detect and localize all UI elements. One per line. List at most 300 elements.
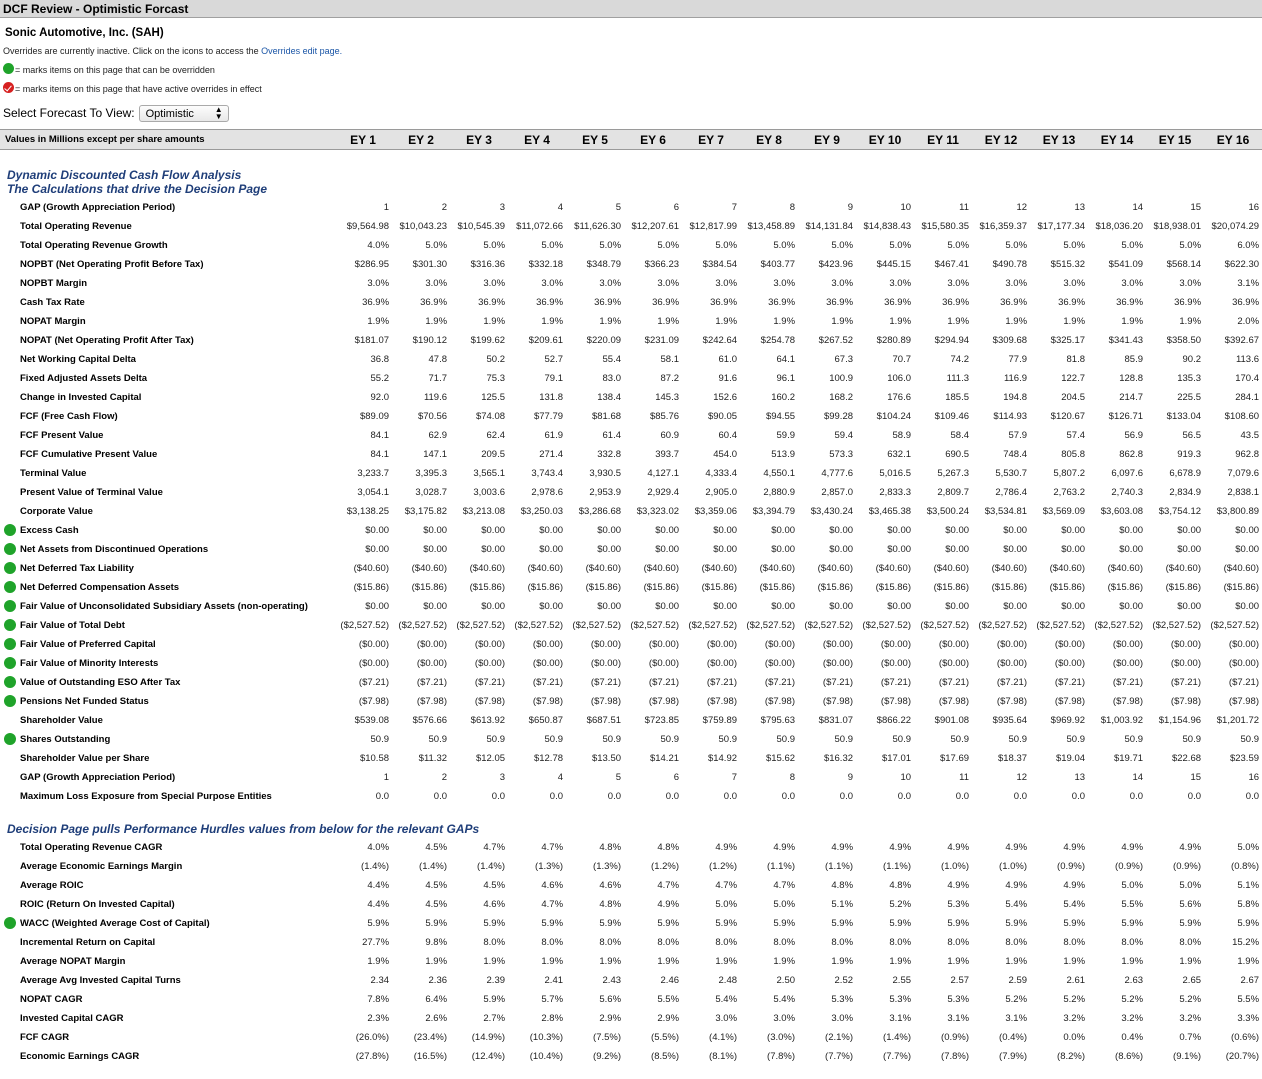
- cell-value: ($0.00): [590, 657, 622, 669]
- cell-value: 1.9%: [367, 315, 390, 327]
- cell-value: 5.9%: [1179, 917, 1202, 929]
- section-title: [0, 820, 1262, 838]
- row-label: Fair Value of Minority Interests: [20, 657, 159, 669]
- cell-value: 57.4: [1066, 429, 1086, 441]
- cell-value: 50.9: [370, 733, 390, 745]
- cell-value: ($2,527.52): [340, 619, 390, 631]
- cell-value: $294.94: [934, 334, 970, 346]
- cell-value: 50.9: [1066, 733, 1086, 745]
- cell-value: $831.07: [818, 714, 854, 726]
- cell-value: 0.0%: [1063, 1031, 1086, 1043]
- cell-value: ($7.21): [880, 676, 912, 688]
- cell-value: ($15.86): [1223, 581, 1260, 593]
- cell-value: 11: [959, 771, 970, 783]
- cell-value: $3,569.09: [1042, 505, 1086, 517]
- cell-value: $366.23: [644, 258, 680, 270]
- cell-value: 0.0: [955, 790, 970, 802]
- cell-value: ($7.98): [1112, 695, 1144, 707]
- cell-value: ($2,527.52): [746, 619, 796, 631]
- cell-value: ($40.60): [643, 562, 680, 574]
- cell-value: $3,534.81: [984, 505, 1028, 517]
- cell-value: 5: [615, 201, 622, 213]
- cell-value: 1.9%: [831, 315, 854, 327]
- override-cell[interactable]: [0, 559, 20, 578]
- override-cell[interactable]: [0, 673, 20, 692]
- cell-value: (12.4%): [471, 1050, 506, 1062]
- cell-value: 3.0%: [483, 277, 506, 289]
- cell-value: 3.1%: [947, 1012, 970, 1024]
- cell-value: 5.0%: [425, 239, 448, 251]
- override-cell[interactable]: [0, 692, 20, 711]
- cell-value: 125.5: [481, 391, 506, 403]
- cell-value: 176.6: [887, 391, 912, 403]
- row-label: Economic Earnings CAGR: [20, 1050, 140, 1062]
- cell-value: 3,233.7: [357, 467, 390, 479]
- cell-value: 5.9%: [947, 917, 970, 929]
- cell-value: 4.9%: [889, 841, 912, 853]
- cell-value: ($15.86): [701, 581, 738, 593]
- cell-value: 119.6: [423, 391, 448, 403]
- row-label: FCF (Free Cash Flow): [20, 410, 118, 422]
- cell-value: 0.0: [1187, 790, 1202, 802]
- row-label: Average ROIC: [20, 879, 84, 891]
- cell-value: ($15.86): [527, 581, 564, 593]
- cell-value: 3.0%: [773, 277, 796, 289]
- cell-value: 36.9%: [1000, 296, 1028, 308]
- cell-value: 225.5: [1177, 391, 1202, 403]
- cell-value: 87.2: [660, 372, 680, 384]
- cell-value: 5.0%: [599, 239, 622, 251]
- table-row: [0, 464, 1262, 483]
- cell-value: $242.64: [702, 334, 738, 346]
- override-cell: [0, 464, 20, 483]
- cell-value: 90.2: [1182, 353, 1202, 365]
- cell-value: ($7.98): [532, 695, 564, 707]
- column-header: EY 12: [972, 130, 1030, 150]
- cell-value: 0.0: [433, 790, 448, 802]
- cell-value: $384.54: [702, 258, 738, 270]
- table-row: [0, 483, 1262, 502]
- cell-value: ($15.86): [469, 581, 506, 593]
- cell-value: 50.9: [1240, 733, 1260, 745]
- cell-value: 2.61: [1066, 974, 1086, 986]
- cell-value: 862.8: [1119, 448, 1144, 460]
- cell-value: $267.52: [818, 334, 854, 346]
- row-label: Invested Capital CAGR: [20, 1012, 124, 1024]
- cell-value: $0.00: [365, 600, 390, 612]
- cell-value: 1.9%: [541, 955, 564, 967]
- cell-value: 2.50: [776, 974, 796, 986]
- cell-value: 5.9%: [599, 917, 622, 929]
- cell-value: 632.1: [887, 448, 912, 460]
- cell-value: 106.0: [887, 372, 912, 384]
- cell-value: 3.1%: [1237, 277, 1260, 289]
- cell-value: 147.1: [423, 448, 448, 460]
- cell-value: ($0.00): [532, 638, 564, 650]
- cell-value: 135.3: [1177, 372, 1202, 384]
- cell-value: 3,395.3: [415, 467, 448, 479]
- cell-value: $467.41: [934, 258, 970, 270]
- cell-value: $104.24: [876, 410, 912, 422]
- cell-value: 2,953.9: [589, 486, 622, 498]
- override-dot-icon[interactable]: [4, 676, 16, 688]
- cell-value: 393.7: [655, 448, 680, 460]
- cell-value: 4.7%: [657, 879, 680, 891]
- cell-value: $0.00: [713, 543, 738, 555]
- override-dot-icon[interactable]: [4, 581, 16, 593]
- cell-value: 12: [1016, 201, 1028, 213]
- override-cell: [0, 895, 20, 914]
- table-row: [0, 426, 1262, 445]
- cell-value: 4.6%: [599, 879, 622, 891]
- cell-value: $133.04: [1166, 410, 1202, 422]
- cell-value: 5.9%: [367, 917, 390, 929]
- cell-value: 62.4: [486, 429, 506, 441]
- section-subtitle: [0, 182, 1262, 198]
- cell-value: ($7.98): [822, 695, 854, 707]
- column-header: EY 7: [682, 130, 740, 150]
- cell-value: 1.9%: [1179, 315, 1202, 327]
- cell-value: 4.8%: [889, 879, 912, 891]
- cell-value: $539.08: [354, 714, 390, 726]
- cell-value: (1.0%): [999, 860, 1028, 872]
- cell-value: ($0.00): [706, 638, 738, 650]
- cell-value: $348.79: [586, 258, 622, 270]
- cell-value: 2.0%: [1237, 315, 1260, 327]
- cell-value: ($0.00): [532, 657, 564, 669]
- cell-value: ($40.60): [1107, 562, 1144, 574]
- cell-value: 1.9%: [1237, 955, 1260, 967]
- table-row: [0, 768, 1262, 787]
- cell-value: 7,079.6: [1227, 467, 1260, 479]
- cell-value: ($7.21): [938, 676, 970, 688]
- cell-value: $99.28: [823, 410, 854, 422]
- cell-value: $19.71: [1113, 752, 1144, 764]
- cell-value: $3,359.06: [694, 505, 738, 517]
- cell-value: 5.9%: [889, 917, 912, 929]
- cell-value: $0.00: [887, 543, 912, 555]
- cell-value: 5.8%: [1237, 898, 1260, 910]
- cell-value: 5.9%: [831, 917, 854, 929]
- company-name: Sonic Automotive, Inc. (SAH): [5, 27, 164, 39]
- override-cell[interactable]: [0, 914, 20, 933]
- override-cell[interactable]: [0, 521, 20, 540]
- cell-value: ($0.00): [1228, 638, 1260, 650]
- cell-value: 1.9%: [889, 955, 912, 967]
- cell-value: $13.50: [591, 752, 622, 764]
- cell-value: 85.9: [1124, 353, 1144, 365]
- cell-value: $0.00: [887, 524, 912, 536]
- cell-value: ($0.00): [996, 638, 1028, 650]
- column-header: EY 6: [624, 130, 682, 150]
- cell-value: ($0.00): [822, 657, 854, 669]
- cell-value: 0.0: [491, 790, 506, 802]
- table-row: [0, 971, 1262, 990]
- cell-value: $254.78: [760, 334, 796, 346]
- forecast-select[interactable]: [139, 105, 229, 122]
- cell-value: 4.7%: [483, 841, 506, 853]
- cell-value: 36.9%: [594, 296, 622, 308]
- cell-value: $0.00: [365, 524, 390, 536]
- cell-value: $23.59: [1229, 752, 1260, 764]
- cell-value: 8.0%: [1121, 936, 1144, 948]
- override-cell[interactable]: [0, 654, 20, 673]
- cell-value: 36.9%: [768, 296, 796, 308]
- cell-value: $0.00: [1119, 600, 1144, 612]
- cell-value: (1.3%): [593, 860, 622, 872]
- cell-value: $3,286.68: [578, 505, 622, 517]
- override-cell: [0, 749, 20, 768]
- cell-value: 79.1: [544, 372, 564, 384]
- cell-value: 56.5: [1182, 429, 1202, 441]
- override-dot-icon[interactable]: [4, 524, 16, 536]
- cell-value: $0.00: [1119, 543, 1144, 555]
- cell-value: 1.9%: [947, 955, 970, 967]
- cell-value: 1.9%: [599, 315, 622, 327]
- cell-value: ($0.00): [590, 638, 622, 650]
- cell-value: 0.0: [1071, 790, 1086, 802]
- cell-value: 160.2: [771, 391, 796, 403]
- cell-value: 5.5%: [1121, 898, 1144, 910]
- cell-value: (7.8%): [941, 1050, 970, 1062]
- cell-value: ($7.98): [648, 695, 680, 707]
- row-label: Change in Invested Capital: [20, 391, 142, 403]
- row-label: ROIC (Return On Invested Capital): [20, 898, 175, 910]
- cell-value: 0.0: [897, 790, 912, 802]
- cell-value: 2.59: [1008, 974, 1028, 986]
- cell-value: 5,530.7: [995, 467, 1028, 479]
- cell-value: ($2,527.52): [920, 619, 970, 631]
- cell-value: $316.36: [470, 258, 506, 270]
- cell-value: 47.8: [428, 353, 448, 365]
- cell-value: $935.64: [992, 714, 1028, 726]
- legend-overridable: [0, 63, 1262, 82]
- cell-value: 5.4%: [715, 993, 738, 1005]
- table-row: [0, 445, 1262, 464]
- cell-value: ($7.98): [996, 695, 1028, 707]
- overrides-edit-link[interactable]: Overrides edit page.: [261, 46, 343, 56]
- cell-value: 209.5: [481, 448, 506, 460]
- cell-value: 4.5%: [425, 898, 448, 910]
- cell-value: 5.0%: [889, 239, 912, 251]
- cell-value: 5.4%: [1063, 898, 1086, 910]
- cell-value: 2,838.1: [1227, 486, 1260, 498]
- cell-value: 36.9%: [536, 296, 564, 308]
- cell-value: 145.3: [655, 391, 680, 403]
- cell-value: (0.9%): [1057, 860, 1086, 872]
- cell-value: $0.00: [539, 543, 564, 555]
- cell-value: $0.00: [1235, 524, 1260, 536]
- row-label: Net Working Capital Delta: [20, 353, 136, 365]
- cell-value: 3.0%: [1121, 277, 1144, 289]
- cell-value: $12.05: [475, 752, 506, 764]
- cell-value: $0.00: [829, 600, 854, 612]
- row-label: FCF Cumulative Present Value: [20, 448, 158, 460]
- cell-value: $11,626.30: [574, 220, 622, 232]
- row-label: Cash Tax Rate: [20, 296, 85, 308]
- cell-value: 5.9%: [773, 917, 796, 929]
- cell-value: $10,545.39: [457, 220, 506, 232]
- column-header: EY 1: [334, 130, 392, 150]
- cell-value: $795.63: [760, 714, 796, 726]
- override-dot-icon[interactable]: [4, 917, 16, 929]
- cell-value: 16: [1248, 771, 1260, 783]
- cell-value: 8.0%: [657, 936, 680, 948]
- cell-value: 2.36: [428, 974, 448, 986]
- override-cell[interactable]: [0, 730, 20, 749]
- cell-value: 3.0%: [1179, 277, 1202, 289]
- cell-value: $11,072.66: [516, 220, 564, 232]
- override-cell[interactable]: [0, 597, 20, 616]
- table-row: [0, 838, 1262, 857]
- table-row: [0, 293, 1262, 312]
- cell-value: $0.00: [655, 600, 680, 612]
- cell-value: 8.0%: [1005, 936, 1028, 948]
- cell-value: $866.22: [876, 714, 912, 726]
- cell-value: ($0.00): [1112, 657, 1144, 669]
- table-row: [0, 857, 1262, 876]
- cell-value: 8.0%: [483, 936, 506, 948]
- cell-value: $16.32: [823, 752, 854, 764]
- cell-value: 5.1%: [831, 898, 854, 910]
- cell-value: $199.62: [470, 334, 506, 346]
- cell-value: $0.00: [423, 524, 448, 536]
- override-dot-icon[interactable]: [4, 657, 16, 669]
- cell-value: $22.68: [1171, 752, 1202, 764]
- cell-value: 5.9%: [1121, 917, 1144, 929]
- cell-value: (3.0%): [767, 1031, 796, 1043]
- cell-value: 5.3%: [831, 993, 854, 1005]
- row-label: Incremental Return on Capital: [20, 936, 156, 948]
- cell-value: (0.8%): [1231, 860, 1260, 872]
- cell-value: 4.9%: [1063, 841, 1086, 853]
- cell-value: $622.30: [1224, 258, 1260, 270]
- cell-value: $0.00: [481, 543, 506, 555]
- cell-value: 5.5%: [657, 993, 680, 1005]
- cell-value: 84.1: [370, 429, 390, 441]
- table-row: [0, 236, 1262, 255]
- cell-value: (8.1%): [709, 1050, 738, 1062]
- cell-value: 2.46: [660, 974, 680, 986]
- cell-value: $650.87: [528, 714, 564, 726]
- cell-value: $392.67: [1224, 334, 1260, 346]
- override-dot-icon[interactable]: [4, 695, 16, 707]
- override-cell[interactable]: [0, 616, 20, 635]
- cell-value: 71.7: [428, 372, 448, 384]
- cell-value: 2.48: [718, 974, 738, 986]
- override-cell: [0, 312, 20, 331]
- table-row: [0, 990, 1262, 1009]
- cell-value: $0.00: [1235, 543, 1260, 555]
- cell-value: ($40.60): [1223, 562, 1260, 574]
- cell-value: 116.9: [1003, 372, 1028, 384]
- section-subtitle-text: The Calculations that drive the Decision Page: [7, 181, 268, 196]
- cell-value: $18.37: [997, 752, 1028, 764]
- cell-value: ($0.00): [1054, 657, 1086, 669]
- cell-value: ($15.86): [759, 581, 796, 593]
- cell-value: 91.6: [718, 372, 738, 384]
- cell-value: 3,743.4: [531, 467, 564, 479]
- cell-value: (1.1%): [825, 860, 854, 872]
- override-cell: [0, 1028, 20, 1047]
- cell-value: 0.0: [607, 790, 622, 802]
- cell-value: 2: [441, 201, 448, 213]
- cell-value: ($40.60): [991, 562, 1028, 574]
- row-label: Net Deferred Tax Liability: [20, 562, 134, 574]
- cell-value: 194.8: [1003, 391, 1028, 403]
- row-label: NOPAT Margin: [20, 315, 86, 327]
- cell-value: 5.9%: [483, 917, 506, 929]
- cell-value: $0.00: [423, 543, 448, 555]
- cell-value: 513.9: [771, 448, 796, 460]
- cell-value: 64.1: [776, 353, 796, 365]
- cell-value: 56.9: [1124, 429, 1144, 441]
- cell-value: 1.9%: [773, 955, 796, 967]
- override-cell: [0, 768, 20, 787]
- cell-value: $0.00: [945, 524, 970, 536]
- override-dot-icon[interactable]: [4, 733, 16, 745]
- override-cell[interactable]: [0, 578, 20, 597]
- cell-value: 60.4: [718, 429, 738, 441]
- override-dot-icon[interactable]: [4, 638, 16, 650]
- cell-value: ($2,527.52): [978, 619, 1028, 631]
- cell-value: $74.08: [475, 410, 506, 422]
- column-header: EY 10: [856, 130, 914, 150]
- column-header: EY 16: [1204, 130, 1262, 150]
- override-dot-icon[interactable]: [4, 619, 16, 631]
- cell-value: 152.6: [713, 391, 738, 403]
- legend-overridable-text: = marks items on this page that can be overridden: [15, 65, 215, 75]
- cell-value: 36.9%: [1232, 296, 1260, 308]
- cell-value: 8.0%: [1179, 936, 1202, 948]
- table-row: [0, 711, 1262, 730]
- cell-value: ($40.60): [1165, 562, 1202, 574]
- cell-value: 36.9%: [362, 296, 390, 308]
- cell-value: 122.7: [1061, 372, 1086, 384]
- override-cell: [0, 407, 20, 426]
- override-cell[interactable]: [0, 635, 20, 654]
- cell-value: 1: [383, 771, 390, 783]
- cell-value: 50.9: [1124, 733, 1144, 745]
- override-cell[interactable]: [0, 540, 20, 559]
- cell-value: 58.4: [950, 429, 970, 441]
- cell-value: $181.07: [354, 334, 390, 346]
- cell-value: ($0.00): [1170, 638, 1202, 650]
- override-cell: [0, 236, 20, 255]
- cell-value: ($7.98): [880, 695, 912, 707]
- cell-value: 1.9%: [1121, 955, 1144, 967]
- cell-value: $3,213.08: [462, 505, 506, 517]
- cell-value: $490.78: [992, 258, 1028, 270]
- cell-value: $120.67: [1050, 410, 1086, 422]
- cell-value: 5,807.2: [1053, 467, 1086, 479]
- cell-value: ($2,527.52): [514, 619, 564, 631]
- cell-value: (1.1%): [767, 860, 796, 872]
- row-label: NOPAT CAGR: [20, 993, 83, 1005]
- cell-value: ($40.60): [1049, 562, 1086, 574]
- override-dot-icon[interactable]: [4, 562, 16, 574]
- cell-value: 4.9%: [1179, 841, 1202, 853]
- cell-value: 3,054.1: [357, 486, 390, 498]
- cell-value: $70.56: [417, 410, 448, 422]
- cell-value: 168.2: [829, 391, 854, 403]
- cell-value: 3.1%: [889, 1012, 912, 1024]
- override-dot-icon[interactable]: [4, 543, 16, 555]
- override-dot-icon[interactable]: [4, 600, 16, 612]
- cell-value: 59.4: [834, 429, 854, 441]
- cell-value: 0.0: [549, 790, 564, 802]
- override-cell: [0, 255, 20, 274]
